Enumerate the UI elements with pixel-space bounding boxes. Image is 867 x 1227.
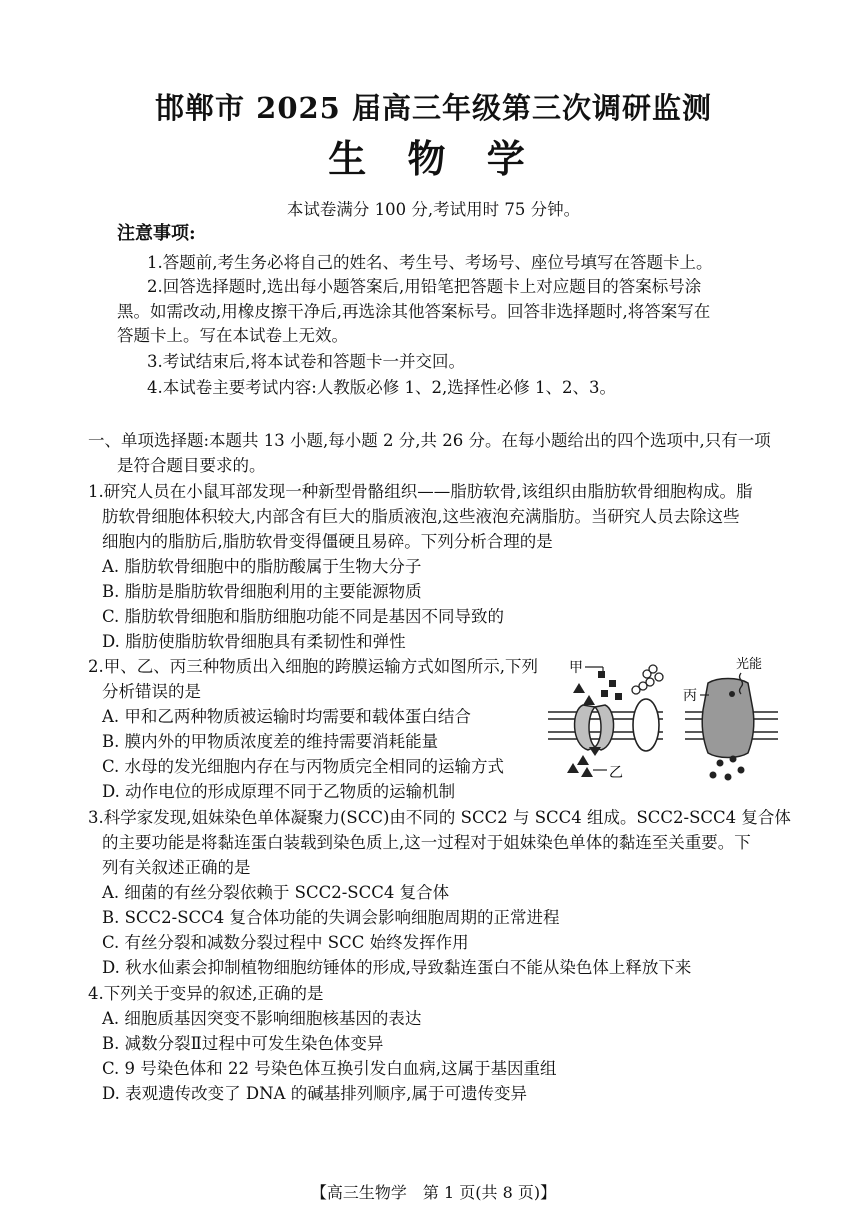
q1-option-b: B. 脂肪是脂肪软骨细胞利用的主要能源物质 bbox=[102, 582, 422, 601]
q2-option-b: B. 膜内外的甲物质浓度差的维持需要消耗能量 bbox=[102, 732, 439, 751]
notice-line: 3.考试结束后,将本试卷和答题卡一并交回。 bbox=[147, 352, 465, 371]
q3-option-d: D. 秋水仙素会抑制植物细胞纺锤体的形成,导致黏连蛋白不能从染色体上释放下来 bbox=[102, 958, 692, 977]
q1-option-a: A. 脂肪软骨细胞中的脂肪酸属于生物大分子 bbox=[102, 557, 422, 576]
section-heading-cont: 是符合题目要求的。 bbox=[117, 456, 266, 475]
subject-title: 生 物 学 bbox=[328, 136, 539, 181]
q1-stem: 1.研究人员在小鼠耳部发现一种新型骨骼组织——脂肪软骨,该组织由脂肪软骨细胞构成。脂 bbox=[88, 482, 753, 501]
q1-stem: 细胞内的脂肪后,脂肪软骨变得僵硬且易碎。下列分析合理的是 bbox=[102, 532, 553, 551]
molecule-chain bbox=[632, 665, 663, 694]
q3-stem: 3.科学家发现,姐妹染色单体凝聚力(SCC)由不同的 SCC2 与 SCC4 组成。SCC2-SCC4 复合体 bbox=[88, 808, 791, 827]
q2-stem: 分析错误的是 bbox=[102, 682, 201, 701]
page-footer: 【高三生物学 第 1 页(共 8 页)】 bbox=[310, 1183, 557, 1202]
q1-option-c: C. 脂肪软骨细胞和脂肪细胞功能不同是基因不同导致的 bbox=[102, 607, 505, 626]
label-light: 光能 bbox=[736, 657, 763, 672]
exam-title: 邯郸市 2025 届高三年级第三次调研监测 bbox=[155, 91, 712, 125]
membrane-transport-figure bbox=[543, 655, 783, 785]
q2-option-c: C. 水母的发光细胞内存在与丙物质完全相同的运输方式 bbox=[102, 757, 505, 776]
q4-option-d: D. 表观遗传改变了 DNA 的碱基排列顺序,属于可遗传变异 bbox=[102, 1084, 527, 1103]
notice-heading: 注意事项: bbox=[117, 223, 196, 244]
light-pump-protein bbox=[702, 679, 754, 758]
notice-line: 2.回答选择题时,选出每小题答案后,用铅笔把答题卡上对应题目的答案标号涂 bbox=[147, 277, 702, 296]
q3-option-b: B. SCC2-SCC4 复合体功能的失调会影响细胞周期的正常进程 bbox=[102, 908, 560, 927]
q2-option-a: A. 甲和乙两种物质被运输时均需要和载体蛋白结合 bbox=[102, 707, 471, 726]
q3-stem: 的主要功能是将黏连蛋白装载到染色质上,这一过程对于姐妹染色单体的黏连至关重要。下 bbox=[102, 833, 751, 852]
q2-stem: 2.甲、乙、丙三种物质出入细胞的跨膜运输方式如图所示,下列 bbox=[88, 657, 538, 676]
q4-option-b: B. 减数分裂Ⅱ过程中可发生染色体变异 bbox=[102, 1034, 384, 1053]
q1-option-d: D. 脂肪使脂肪软骨细胞具有柔韧性和弹性 bbox=[102, 632, 406, 651]
q4-option-a: A. 细胞质基因突变不影响细胞核基因的表达 bbox=[102, 1009, 422, 1028]
q2-option-d: D. 动作电位的形成原理不同于乙物质的运输机制 bbox=[102, 782, 456, 801]
label-bing: 丙 bbox=[683, 688, 697, 704]
q3-stem: 列有关叙述正确的是 bbox=[102, 858, 251, 877]
jia-molecules bbox=[598, 671, 622, 700]
exam-info: 本试卷满分 100 分,考试用时 75 分钟。 bbox=[286, 200, 581, 219]
notice-line: 黑。如需改动,用橡皮擦干净后,再选涂其他答案标号。回答非选择题时,将答案写在 bbox=[117, 302, 711, 321]
section-heading: 一、单项选择题:本题共 13 小题,每小题 2 分,共 26 分。在每小题给出的四个选项中,只有一项 bbox=[88, 431, 771, 450]
q4-stem: 4.下列关于变异的叙述,正确的是 bbox=[88, 984, 324, 1003]
q1-stem: 肪软骨细胞体积较大,内部含有巨大的脂质液泡,这些液泡充满脂肪。当研究人员去除这些 bbox=[102, 507, 740, 526]
bing-molecules bbox=[710, 756, 745, 781]
q4-option-c: C. 9 号染色体和 22 号染色体互换引发白血病,这属于基因重组 bbox=[102, 1059, 557, 1078]
notice-line: 1.答题前,考生务必将自己的姓名、考生号、考场号、座位号填写在答题卡上。 bbox=[147, 253, 713, 272]
notice-line: 4.本试卷主要考试内容:人教版必修 1、2,选择性必修 1、2、3。 bbox=[147, 378, 617, 397]
label-yi: 乙 bbox=[609, 765, 623, 781]
label-jia: 甲 bbox=[569, 660, 583, 676]
transport-protein-oval bbox=[633, 699, 659, 751]
q3-option-c: C. 有丝分裂和减数分裂过程中 SCC 始终发挥作用 bbox=[102, 933, 469, 952]
q3-option-a: A. 细菌的有丝分裂依赖于 SCC2-SCC4 复合体 bbox=[102, 883, 450, 902]
notice-line: 答题卡上。写在本试卷上无效。 bbox=[117, 326, 348, 345]
